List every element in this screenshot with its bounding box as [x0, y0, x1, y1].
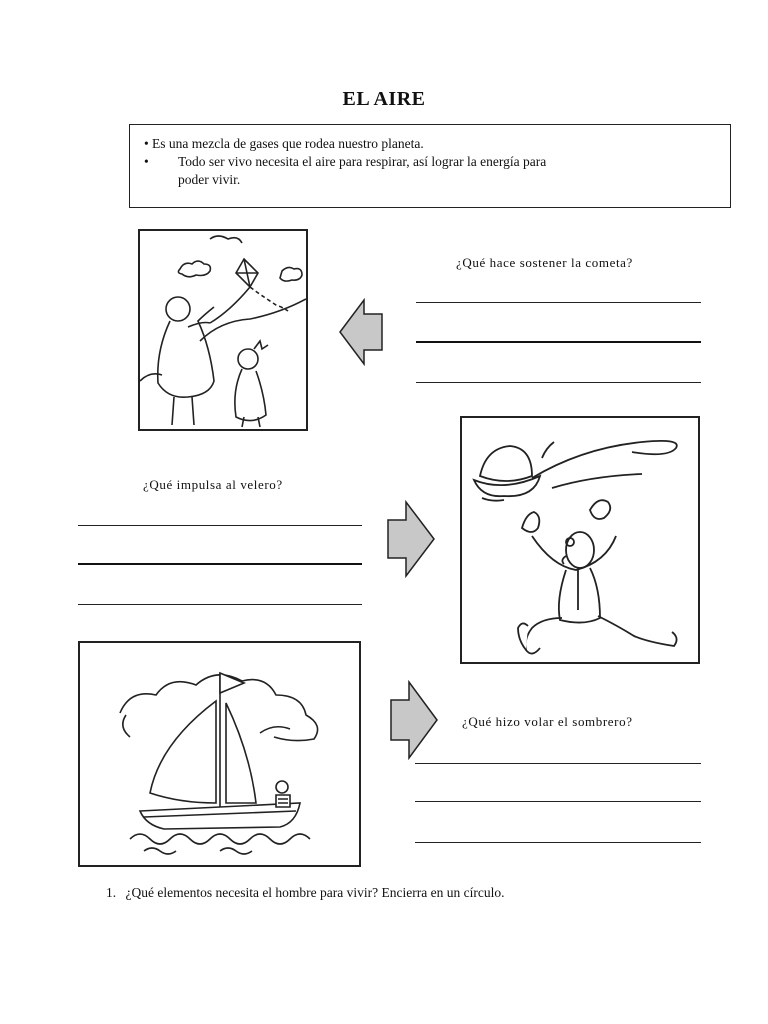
footer-question: [106, 885, 504, 901]
arrow-right-icon: [389, 680, 439, 760]
hat-illustration-frame: [460, 416, 700, 664]
kite-answer-line-1[interactable]: [416, 302, 701, 303]
definition-bullet-2-line-2: poder vivir.: [178, 172, 241, 187]
footer-question-text: ¿Qué elementos necesita el hombre para vivir? Encierra en un círculo.: [125, 885, 505, 900]
sailboat-illustration-frame: [78, 641, 361, 867]
definition-bullet-1: Es una mezcla de gases que rodea nuestro planeta.: [152, 136, 424, 151]
sailboat-illustration: [80, 643, 359, 865]
footer-question-number: 1.: [106, 885, 117, 900]
page-title: EL AIRE: [342, 88, 426, 110]
sailboat-answer-line-2[interactable]: [78, 563, 362, 565]
hat-question: ¿Qué hizo volar el sombrero?: [462, 714, 633, 729]
kite-illustration-frame: [138, 229, 308, 431]
arrow-left-icon: [338, 298, 384, 366]
kite-answer-line-2[interactable]: [416, 341, 701, 343]
hat-wind-illustration: [462, 418, 698, 662]
definition-box: [129, 124, 731, 208]
arrow-right-icon: [386, 500, 436, 578]
kite-question: ¿Qué hace sostener la cometa?: [456, 255, 633, 270]
definition-bullet-2-line-1: Todo ser vivo necesita el aire para respirar, así lograr la energía para: [178, 154, 547, 169]
hat-answer-line-2[interactable]: [415, 801, 701, 802]
bullet-marker: •: [144, 136, 149, 151]
sailboat-answer-line-1[interactable]: [78, 525, 362, 526]
hat-answer-line-1[interactable]: [415, 763, 701, 764]
hat-answer-line-3[interactable]: [415, 842, 701, 843]
kite-answer-line-3[interactable]: [416, 382, 701, 383]
sailboat-question: ¿Qué impulsa al velero?: [143, 477, 283, 492]
kite-illustration: [140, 231, 306, 429]
bullet-marker: •: [144, 154, 149, 169]
sailboat-answer-line-3[interactable]: [78, 604, 362, 605]
